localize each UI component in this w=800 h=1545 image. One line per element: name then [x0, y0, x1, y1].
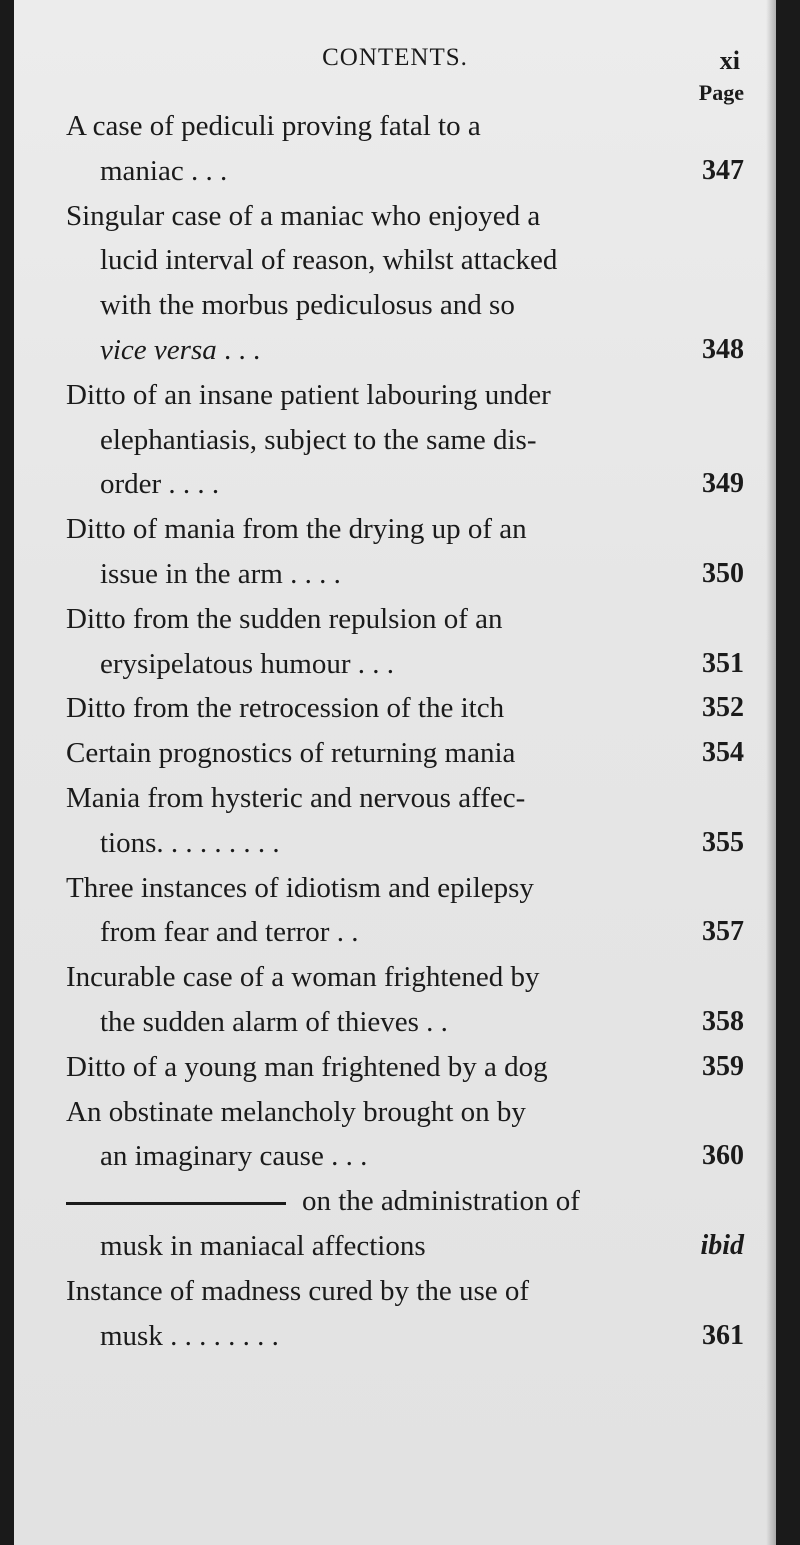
contents-line-text: Ditto of an insane patient labouring under [66, 378, 551, 411]
contents-line [66, 686, 744, 731]
contents-line-text: elephantiasis, subject to the same dis- [100, 423, 537, 456]
contents-line-text: an imaginary cause . . . [100, 1140, 368, 1173]
page-reference: 361 [702, 1319, 744, 1351]
ditto-dash-rule [66, 1202, 286, 1205]
contents-line [66, 955, 744, 1000]
contents-line [66, 1134, 744, 1179]
contents-line [66, 373, 744, 418]
contents-line [66, 328, 744, 373]
page-reference: 358 [702, 1005, 744, 1037]
page-reference: 357 [702, 916, 744, 948]
contents-line-text: from fear and terror . . [100, 916, 359, 949]
contents-line-text: An obstinate melancholy brought on by [66, 1095, 526, 1128]
contents-line [66, 418, 744, 463]
page-reference: 352 [702, 692, 744, 724]
contents-line-text: order . . . . [100, 468, 220, 501]
page-column-label: Page [698, 80, 744, 105]
page-reference: 347 [702, 154, 744, 186]
contents-line-text: musk in maniacal affections [100, 1229, 426, 1262]
contents-line [66, 910, 744, 955]
contents-line [66, 1224, 744, 1269]
page-reference: 360 [702, 1140, 744, 1172]
contents-line-text: Incurable case of a woman frightened by [66, 961, 540, 994]
page-reference: 350 [702, 557, 744, 589]
contents-line-text: Certain prognostics of returning mania [66, 737, 516, 770]
contents-line-text: erysipelatous humour . . . [100, 647, 394, 680]
contents-line-text: issue in the arm . . . . [100, 557, 341, 590]
contents-line [66, 597, 744, 642]
contents-line [66, 1269, 744, 1314]
contents-line [66, 642, 744, 687]
contents-line [66, 149, 744, 194]
contents-line [66, 507, 744, 552]
page-reference: 348 [702, 333, 744, 365]
contents-line-text: maniac . . . [100, 154, 228, 187]
contents-line-text: Singular case of a maniac who enjoyed a [66, 199, 541, 232]
contents-line-text: Instance of madness cured by the use of [66, 1274, 530, 1307]
contents-line [66, 283, 744, 328]
contents-line [66, 866, 744, 911]
contents-line [66, 1045, 744, 1090]
contents-line [66, 731, 744, 776]
contents-line-text-part: on the administration of [302, 1185, 580, 1218]
page-reference: 351 [702, 647, 744, 679]
contents-line-text: Mania from hysteric and nervous affec- [66, 781, 526, 814]
contents-line-text: Ditto of mania from the drying up of an [66, 513, 527, 546]
contents-line-text: vice versa . . . [100, 333, 261, 366]
contents-line-text: musk . . . . . . . . [100, 1319, 279, 1352]
contents-list [66, 104, 744, 1358]
contents-line-text: tions. . . . . . . . . [100, 826, 280, 859]
contents-line-text: Ditto of a young man frightened by a dog [66, 1050, 548, 1083]
contents-line-text: A case of pediculi proving fatal to a [66, 110, 481, 142]
contents-line-text [66, 1179, 580, 1224]
contents-line [66, 238, 744, 283]
page-reference: 349 [702, 468, 744, 500]
contents-line [66, 104, 744, 149]
page-reference: 354 [702, 737, 744, 769]
book-page [14, 0, 776, 1545]
contents-line [66, 1000, 744, 1045]
page-title: CONTENTS. [322, 44, 468, 71]
page-number: xi [719, 46, 740, 75]
contents-line [66, 1314, 744, 1359]
contents-line [66, 552, 744, 597]
contents-line [66, 462, 744, 507]
contents-line [66, 1090, 744, 1135]
contents-line-text: Three instances of idiotism and epilepsy [66, 871, 534, 904]
page-reference: 359 [702, 1050, 744, 1082]
contents-line [66, 1179, 744, 1224]
contents-line-text: Ditto from the retrocession of the itch [66, 692, 505, 725]
contents-line-text: with the morbus pediculosus and so [100, 289, 515, 322]
contents-line-text: the sudden alarm of thieves . . [100, 1005, 448, 1038]
contents-line [66, 821, 744, 866]
page-reference: 355 [702, 826, 744, 858]
contents-line [66, 776, 744, 821]
contents-line-text: lucid interval of reason, whilst attacked [100, 244, 558, 277]
page-reference: ibid [700, 1229, 744, 1261]
contents-line [66, 194, 744, 239]
contents-line-text: Ditto from the sudden repulsion of an [66, 602, 503, 635]
